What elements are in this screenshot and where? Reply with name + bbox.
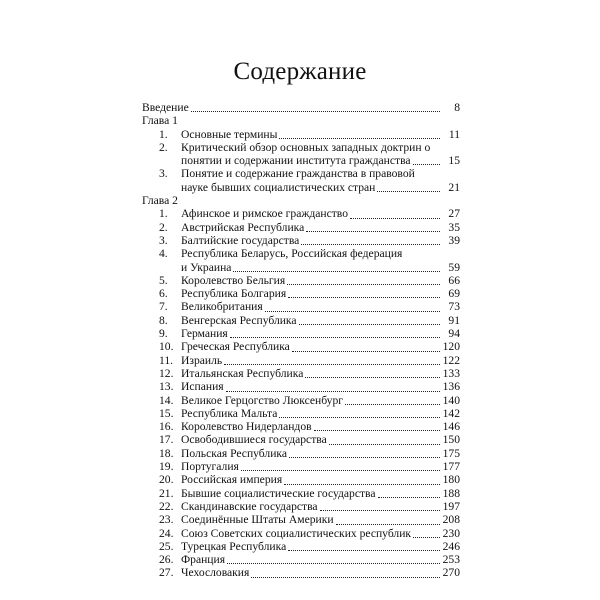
toc-entry-number: 13.	[159, 380, 174, 394]
toc-entry[interactable]	[142, 314, 460, 327]
toc-entry[interactable]	[142, 167, 460, 194]
toc-entry-number: 17.	[159, 433, 174, 447]
toc-entry-text: Чехословакия	[181, 566, 250, 580]
toc-entry[interactable]	[142, 540, 460, 553]
toc-entry-text: Союз Советских социалистических республик	[181, 526, 412, 540]
dot-leader	[287, 283, 440, 285]
toc-entry-text: Польская Республика	[181, 446, 287, 460]
toc-entry-text: Франция	[181, 553, 226, 567]
toc-page-number: 35	[448, 220, 460, 234]
chapter-label: Глава 2	[142, 194, 178, 208]
toc-entry-text: Республика Беларусь, Российская федерация	[181, 247, 403, 261]
toc-entry-number: 14.	[159, 393, 174, 407]
toc-entry[interactable]	[142, 433, 460, 446]
toc-entry-line	[159, 141, 460, 154]
dot-leader	[227, 562, 440, 564]
toc-entry[interactable]	[142, 300, 460, 313]
dot-leader	[345, 403, 440, 405]
toc-entry-text: Испания	[181, 380, 224, 394]
toc-page-number: 146	[442, 420, 460, 434]
toc-entry[interactable]	[142, 500, 460, 513]
toc-entry[interactable]	[142, 394, 460, 407]
dot-leader	[320, 509, 440, 511]
toc-page-number: 270	[442, 566, 460, 580]
toc-entry-line	[159, 447, 460, 460]
toc-entry[interactable]	[142, 460, 460, 473]
toc-entry-text: и Украина	[181, 260, 232, 274]
toc-entry-line	[159, 128, 460, 141]
toc-entry[interactable]	[142, 221, 460, 234]
dot-leader	[301, 243, 440, 245]
toc-entry-text: Афинское и римское гражданство	[181, 207, 348, 221]
dot-leader	[336, 523, 440, 525]
toc-page-number: 11	[448, 127, 460, 141]
toc-entry-line	[159, 460, 460, 473]
toc-entry-line	[159, 420, 460, 433]
dot-leader	[241, 469, 440, 471]
toc-entry-text: Понятие и содержание гражданства в правовой	[181, 167, 415, 181]
toc-entry-line	[159, 380, 460, 393]
toc-entry-line	[159, 433, 460, 446]
toc-entry-number: 24.	[159, 526, 174, 540]
toc-entry-line	[159, 314, 460, 327]
toc-page-number: 175	[442, 446, 460, 460]
dot-leader	[292, 350, 440, 352]
toc-page-number: 188	[442, 486, 460, 500]
toc-page-number: 66	[448, 273, 460, 287]
toc-entry-line	[159, 327, 460, 340]
toc-entry-line	[159, 274, 460, 287]
toc-entry-text: Итальянская Республика	[181, 366, 304, 380]
dot-leader	[191, 110, 440, 112]
dot-leader	[314, 429, 440, 431]
toc-entry-number: 26.	[159, 553, 174, 567]
toc-entry-number: 18.	[159, 446, 174, 460]
toc-entry-text: Российская империя	[181, 473, 283, 487]
dot-leader	[329, 443, 440, 445]
toc-page-number: 8	[454, 101, 460, 114]
toc-entry-text: Королевство Бельгия	[181, 273, 286, 287]
toc-entry-text: Турецкая Республика	[181, 539, 287, 553]
toc-entry-text: Основные термины	[181, 127, 278, 141]
toc-entry[interactable]	[142, 447, 460, 460]
toc-entry-text: понятии и содержании института гражданства	[181, 154, 411, 168]
toc-page-number: 177	[442, 460, 460, 474]
toc-entry-text: Португалия	[181, 460, 239, 474]
toc-entry-number: 27.	[159, 566, 174, 580]
toc-entry[interactable]	[142, 340, 460, 353]
toc-entry-number: 7.	[159, 300, 168, 314]
dot-leader	[233, 270, 440, 272]
toc-entry-number: 2.	[159, 140, 168, 154]
toc-entry-text: Греческая Республика	[181, 340, 290, 354]
toc-entry-text: Австрийская Республика	[181, 220, 305, 234]
dot-leader	[413, 536, 440, 538]
toc-entry-line	[159, 367, 460, 380]
toc-entry-line	[159, 340, 460, 353]
toc-entry[interactable]	[142, 513, 460, 526]
toc-entry-line	[159, 221, 460, 234]
dot-leader	[230, 336, 440, 338]
dot-leader	[378, 496, 440, 498]
toc-entry-line	[159, 207, 460, 220]
dot-leader	[377, 190, 440, 192]
toc-entry[interactable]	[142, 141, 460, 168]
chapter-1-items	[142, 128, 460, 194]
toc-page-number: 59	[448, 260, 460, 274]
toc-page-number: 197	[442, 499, 460, 513]
toc-entry-line	[159, 500, 460, 513]
dot-leader	[306, 230, 440, 232]
toc-entry[interactable]	[142, 234, 460, 247]
toc-entry[interactable]	[142, 367, 460, 380]
table-of-contents	[142, 101, 460, 580]
toc-entry-number: 15.	[159, 406, 174, 420]
toc-entry[interactable]	[142, 128, 460, 141]
toc-entry-number: 9.	[159, 327, 168, 341]
toc-entry-text: Соединённые Штаты Америки	[181, 513, 334, 527]
toc-page-number: 21	[448, 180, 460, 194]
toc-page-number: 136	[442, 380, 460, 394]
toc-chapter-1-heading[interactable]	[142, 114, 460, 127]
toc-entry-text: Бывшие социалистические государства	[181, 486, 376, 500]
toc-entry-number: 6.	[159, 287, 168, 301]
toc-entry-text: Венгерская Республика	[181, 313, 297, 327]
toc-entry-introduction[interactable]	[142, 101, 460, 114]
toc-page-number: 73	[448, 300, 460, 314]
toc-page-number: 133	[442, 366, 460, 380]
dot-leader	[299, 323, 440, 325]
toc-entry-number: 20.	[159, 473, 174, 487]
toc-entry-number: 1.	[159, 207, 168, 221]
toc-entry[interactable]	[142, 527, 460, 540]
toc-entry-number: 19.	[159, 460, 174, 474]
toc-entry[interactable]	[142, 487, 460, 500]
toc-chapter-2-heading[interactable]	[142, 194, 460, 207]
dot-leader	[288, 296, 440, 298]
toc-entry-text: Республика Мальта	[181, 406, 278, 420]
toc-entry-number: 23.	[159, 513, 174, 527]
toc-entry-line	[159, 234, 460, 247]
page-title: Содержание	[233, 58, 367, 85]
toc-entry-number: 25.	[159, 539, 174, 553]
toc-entry-number: 4.	[159, 247, 168, 261]
toc-entry[interactable]	[142, 566, 460, 579]
toc-entry-text: Великое Герцогство Люксенбург	[181, 393, 344, 407]
toc-entry-text: науке бывших социалистических стран	[181, 180, 376, 194]
toc-entry-text: Великобритания	[181, 300, 263, 314]
toc-entry[interactable]	[142, 247, 460, 274]
toc-entry-continuation-line	[159, 181, 460, 194]
dot-leader	[284, 483, 440, 485]
toc-entry-text: Израиль	[181, 353, 223, 367]
toc-entry-number: 3.	[159, 233, 168, 247]
toc-entry-number: 22.	[159, 499, 174, 513]
toc-entry-line	[159, 553, 460, 566]
toc-entry-text: Балтийские государства	[181, 233, 300, 247]
toc-entry-number: 10.	[159, 340, 174, 354]
toc-entry-number: 5.	[159, 273, 168, 287]
toc-page-number: 208	[442, 513, 460, 527]
toc-entry-number: 11.	[159, 353, 174, 367]
toc-entry-line	[159, 354, 460, 367]
dot-leader	[251, 576, 440, 578]
toc-entry-text: Освободившиеся государства	[181, 433, 327, 447]
toc-page-number: 150	[442, 433, 460, 447]
toc-entry-line	[159, 540, 460, 553]
toc-entry-line	[159, 300, 460, 313]
dot-leader	[279, 137, 440, 139]
toc-entry-line	[159, 167, 460, 180]
toc-page-number: 122	[442, 353, 460, 367]
dot-leader	[226, 390, 440, 392]
toc-entry-continuation-line	[159, 154, 460, 167]
toc-entry-number: 1.	[159, 127, 168, 141]
toc-entry-number: 8.	[159, 313, 168, 327]
toc-entry-line	[159, 487, 460, 500]
toc-page-number: 15	[448, 154, 460, 168]
dot-leader	[289, 456, 440, 458]
toc-entry-number: 16.	[159, 420, 174, 434]
toc-entry-line	[159, 287, 460, 300]
toc-entry-line	[159, 566, 460, 579]
chapter-2-items	[142, 207, 460, 579]
toc-entry-text: Критический обзор основных западных доктрин о	[181, 140, 431, 154]
toc-entry-number: 21.	[159, 486, 174, 500]
toc-entry-continuation-line	[159, 261, 460, 274]
toc-entry-number: 2.	[159, 220, 168, 234]
dot-leader	[224, 363, 440, 365]
toc-entry-text: Королевство Нидерландов	[181, 420, 312, 434]
toc-page-number: 91	[448, 313, 460, 327]
toc-entry-line	[159, 407, 460, 420]
toc-entry-number: 3.	[159, 167, 168, 181]
toc-entry[interactable]	[142, 287, 460, 300]
chapter-label: Глава 1	[142, 114, 178, 128]
toc-page-number: 39	[448, 233, 460, 247]
toc-entry-line	[159, 394, 460, 407]
toc-entry[interactable]	[142, 327, 460, 340]
dot-leader	[305, 376, 440, 378]
toc-entry-label: Введение	[142, 101, 189, 114]
dot-leader	[350, 217, 440, 219]
toc-entry[interactable]	[142, 354, 460, 367]
toc-entry[interactable]	[142, 380, 460, 393]
toc-page-number: 27	[448, 207, 460, 221]
toc-entry[interactable]	[142, 473, 460, 486]
toc-entry[interactable]	[142, 553, 460, 566]
toc-page-number: 140	[442, 393, 460, 407]
toc-entry[interactable]	[142, 207, 460, 220]
toc-entry-text: Германия	[181, 327, 228, 341]
toc-entry[interactable]	[142, 420, 460, 433]
dot-leader	[265, 310, 440, 312]
dot-leader	[279, 416, 440, 418]
dot-leader	[413, 163, 440, 165]
toc-page-number: 120	[442, 340, 460, 354]
toc-page-number: 69	[448, 287, 460, 301]
toc-entry-line	[159, 527, 460, 540]
toc-page-number: 246	[442, 539, 460, 553]
toc-entry-line	[159, 513, 460, 526]
toc-page-number: 253	[442, 553, 460, 567]
toc-page-number: 230	[442, 526, 460, 540]
toc-entry-line	[159, 247, 460, 260]
toc-page-number: 180	[442, 473, 460, 487]
toc-entry[interactable]	[142, 274, 460, 287]
dot-leader	[288, 549, 440, 551]
toc-entry-line	[159, 473, 460, 486]
toc-entry-number: 12.	[159, 366, 174, 380]
toc-page-number: 142	[442, 406, 460, 420]
toc-entry-text: Республика Болгария	[181, 287, 287, 301]
toc-entry-text: Скандинавские государства	[181, 499, 318, 513]
toc-entry[interactable]	[142, 407, 460, 420]
toc-page-number: 94	[448, 327, 460, 341]
